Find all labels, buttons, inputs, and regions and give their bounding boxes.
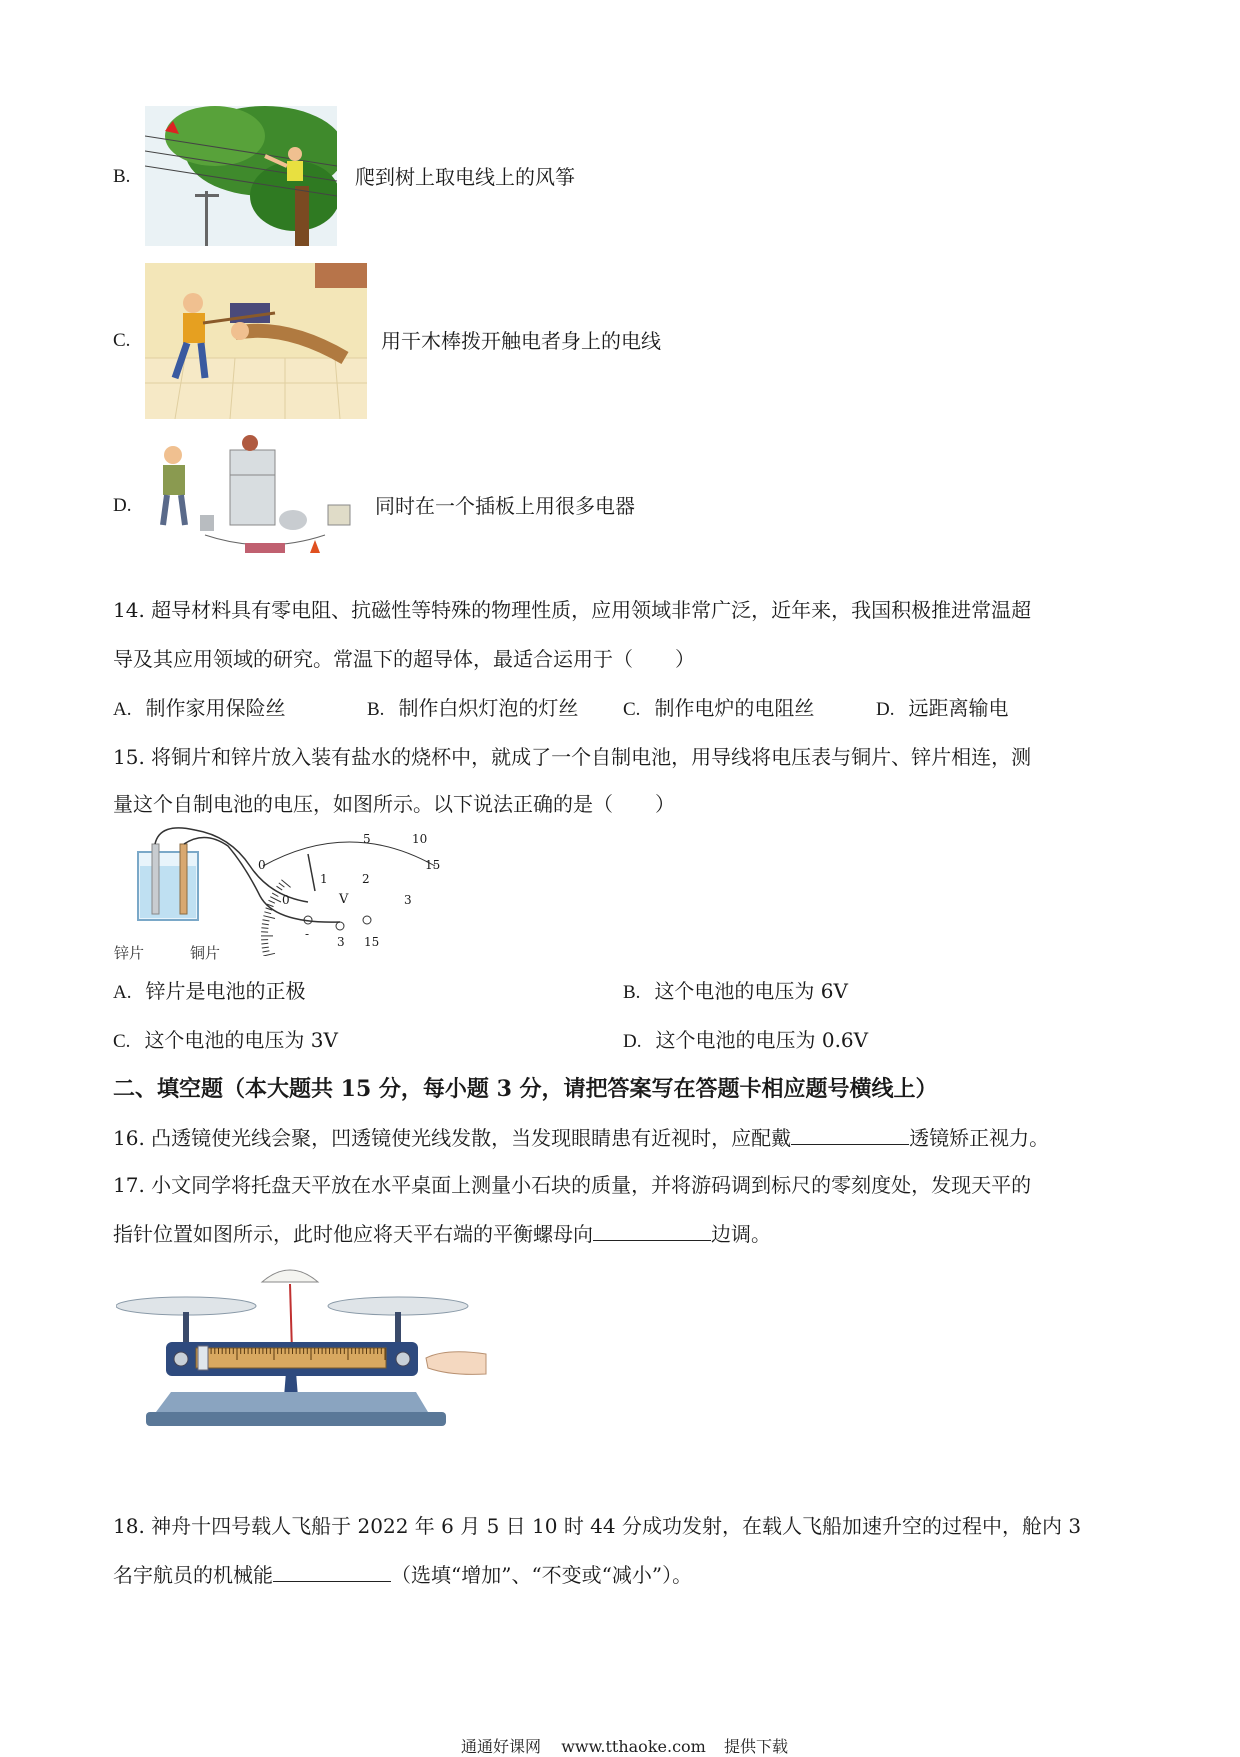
option-text: 制作白炽灯泡的灯丝	[398, 696, 578, 720]
balance-scale-figure	[116, 1262, 488, 1432]
option-text: 这个电池的电压为 3V	[144, 1028, 338, 1052]
stem-text: 名宇航员的机械能	[113, 1563, 273, 1587]
scale-tick	[263, 916, 275, 919]
question-stem-cont	[113, 1561, 692, 1588]
option-letter: C.	[113, 1031, 130, 1052]
stem-paren-close: ）	[675, 647, 695, 671]
option-letter: C.	[113, 328, 130, 354]
upper-scale-15: 15	[425, 858, 440, 872]
option-letter: C.	[623, 699, 640, 720]
stem-text-end: 透镜矫正视力。	[909, 1126, 1049, 1150]
lower-scale-3: 3	[404, 893, 412, 907]
footer-suffix: 提供下载	[724, 1737, 788, 1756]
scale-tick	[270, 897, 281, 902]
option-c	[623, 695, 814, 723]
scale-tick	[262, 947, 269, 948]
option-letter: B.	[113, 164, 130, 190]
scale-tick	[263, 953, 275, 956]
option-text: 同时在一个插板上用很多电器	[375, 493, 635, 519]
upper-scale-0: 0	[258, 858, 266, 872]
lower-scale-1: 1	[320, 872, 328, 886]
scale-tick	[263, 951, 270, 952]
question-stem-cont	[113, 646, 695, 672]
question-stem-cont	[113, 1220, 771, 1247]
scale-tick	[262, 924, 269, 925]
answer-blank[interactable]	[273, 1561, 391, 1582]
question-stem: 14. 超导材料具有零电阻、抗磁性等特殊的物理性质，应用领域非常广泛，近年来，我国积极推进常温超	[113, 597, 1031, 623]
option-letter: A.	[113, 982, 131, 1003]
option-letter: D.	[876, 699, 894, 720]
option-text: 锌片是电池的正极	[145, 979, 305, 1003]
section-title: 二、填空题（本大题共 15 分，每小题 3 分，请把答案写在答题卡相应题号横线上）	[113, 1076, 938, 1102]
scale-tick	[261, 928, 268, 929]
footer-link[interactable]: www.tthaoke.com	[561, 1737, 706, 1756]
upper-scale-5: 5	[363, 832, 371, 846]
tree-power-line-image	[145, 106, 337, 246]
zinc-label: 锌片	[114, 942, 144, 963]
option-text: 制作电炉的电阻丝	[654, 696, 814, 720]
stem-text-end: 边调。	[711, 1222, 771, 1246]
stem-paren-close: ）	[655, 792, 675, 816]
scale-tick	[274, 890, 280, 894]
terminal-minus: -	[305, 927, 309, 941]
option-letter: B.	[623, 982, 640, 1003]
question-stem-cont	[113, 791, 675, 817]
scale-tick	[279, 883, 285, 887]
unit-label: V	[339, 892, 348, 907]
option-text: 用干木棒拨开触电者身上的电线	[381, 328, 661, 354]
scale-tick	[277, 886, 283, 890]
question-stem: 17. 小文同学将托盘天平放在水平桌面上测量小石块的质量，并将游码调到标尺的零刻度处，发现天平的	[113, 1172, 1031, 1198]
option-letter: D.	[623, 1031, 641, 1052]
power-strip-appliances-image	[145, 425, 363, 575]
option-d	[623, 1027, 868, 1055]
option-letter: A.	[113, 699, 131, 720]
footer-site-name: 通通好课网	[461, 1737, 541, 1756]
stem-text: 16. 凸透镜使光线会聚，凹透镜使光线发散，当发现眼睛患有近视时，应配戴	[113, 1126, 791, 1150]
option-text: 这个电池的电压为 6V	[654, 979, 848, 1003]
question-stem: 18. 神舟十四号载人飞船于 2022 年 6 月 5 日 10 时 44 分成功发射，在载人飞船加速升空的过程中，舱内 3	[113, 1513, 1081, 1539]
option-text: 制作家用保险丝	[145, 696, 285, 720]
option-text: 远距离输电	[908, 696, 1008, 720]
option-d	[876, 695, 1008, 723]
question-stem: 15. 将铜片和锌片放入装有盐水的烧杯中，就成了一个自制电池，用导线将电压表与铜片、锌片相连，测	[113, 744, 1031, 770]
lower-scale-0: 0	[282, 893, 290, 907]
stem-text: 指针位置如图所示，此时他应将天平右端的平衡螺母向	[113, 1222, 593, 1246]
upper-scale-10: 10	[412, 832, 427, 846]
option-c	[113, 1027, 338, 1055]
terminal-15: 15	[364, 935, 379, 949]
wooden-stick-rescue-image	[145, 263, 367, 419]
stem-text-end: （选填“增加”、“不变或“减小”）。	[391, 1563, 692, 1587]
answer-blank[interactable]	[791, 1124, 909, 1145]
option-a	[113, 695, 285, 723]
option-text: 这个电池的电压为 0.6V	[655, 1028, 868, 1052]
copper-label: 铜片	[190, 942, 220, 963]
answer-blank[interactable]	[593, 1220, 711, 1241]
terminal-3: 3	[337, 935, 345, 949]
option-b	[623, 978, 848, 1006]
option-text: 爬到树上取电线上的风筝	[355, 164, 575, 190]
scale-tick	[264, 912, 271, 914]
stem-text: 导及其应用领域的研究。常温下的超导体，最适合运用于（	[113, 647, 633, 671]
lower-scale-2: 2	[362, 872, 370, 886]
scale-tick	[269, 900, 275, 903]
scale-tick	[263, 920, 270, 921]
scale-tick	[261, 943, 268, 944]
stem-text: 量这个自制电池的电压，如图所示。以下说法正确的是（	[113, 792, 613, 816]
option-letter: B.	[367, 699, 384, 720]
question-16	[113, 1124, 1049, 1151]
option-a	[113, 978, 305, 1006]
voltmeter-battery-figure	[110, 826, 450, 956]
scale-tick	[272, 893, 278, 896]
option-letter: D.	[113, 493, 131, 519]
option-b	[367, 695, 578, 723]
